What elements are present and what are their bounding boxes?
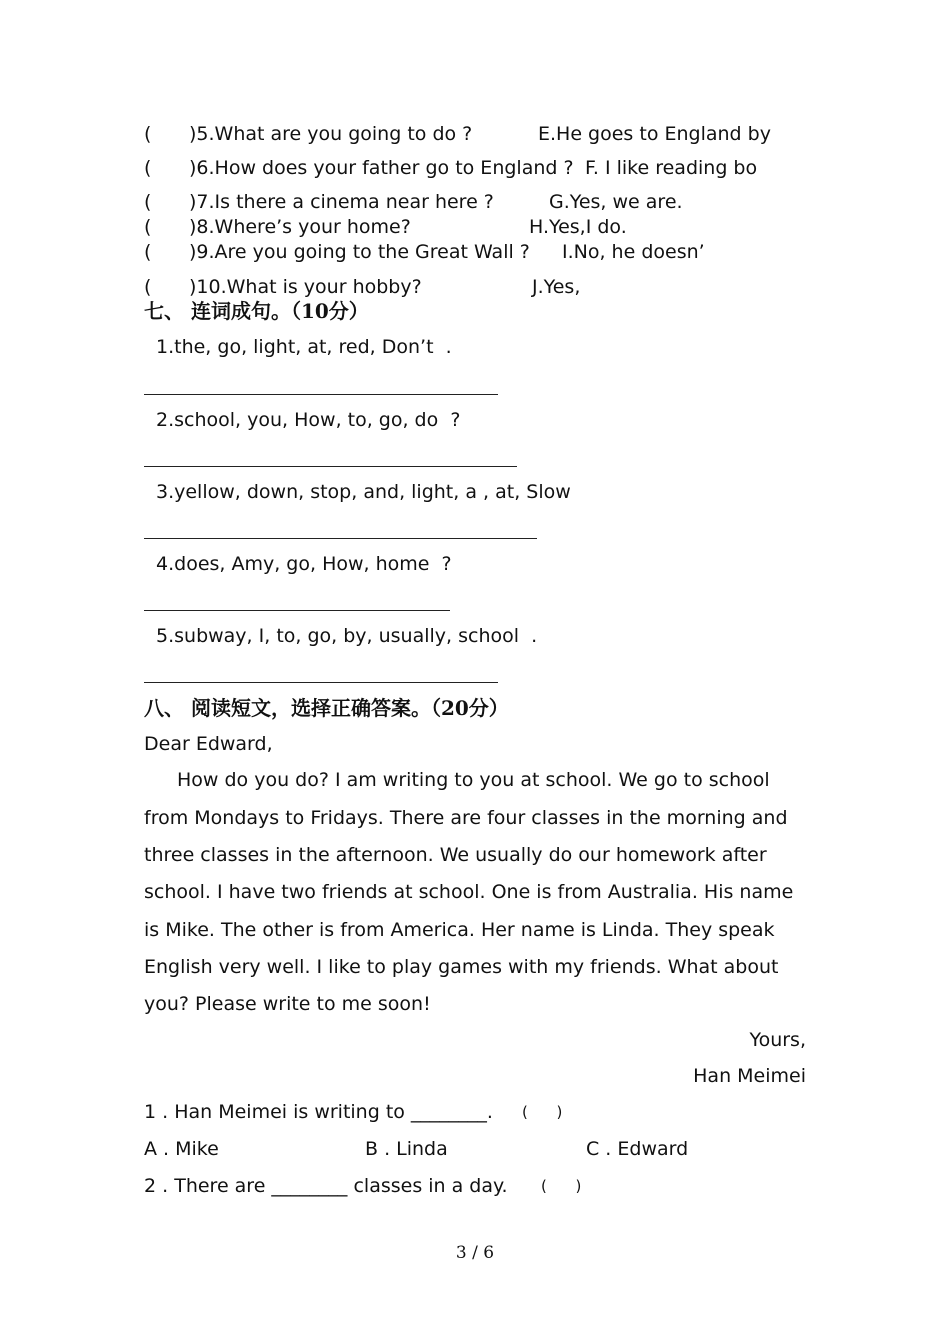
letter-salutation: Dear Edward,: [144, 733, 273, 755]
answer-bracket[interactable]: ( ): [541, 1177, 582, 1195]
letter-line: three classes in the afternoon. We usually do our homework after: [144, 844, 767, 866]
letter-line: from Mondays to Fridays. There are four classes in the morning and: [144, 807, 788, 829]
option-b: B . Linda: [365, 1138, 448, 1160]
answer-line[interactable]: [144, 466, 517, 467]
match-answer: F. I like reading bo: [585, 157, 758, 179]
section8-title: 八、 阅读短文，选择正确答案。（20分）: [144, 696, 509, 720]
match-answer: J.Yes,: [532, 276, 581, 298]
letter-line: English very well. I like to play games with my friends. What about: [144, 956, 779, 978]
question-text: 1 . Han Meimei is writing to ________.: [144, 1101, 493, 1123]
match-answer: H.Yes,I do.: [529, 216, 627, 238]
match-question: )7.Is there a cinema near here ?: [189, 191, 494, 213]
letter-line: school. I have two friends at school. One is from Australia. His name: [144, 881, 794, 903]
match-question: )6.How does your father go to England ?: [189, 157, 574, 179]
match-paren: (: [144, 157, 152, 179]
match-paren: (: [144, 191, 152, 213]
sentence-item: 2.school, you, How, to, go, do ?: [156, 409, 461, 431]
question-text: 2 . There are ________ classes in a day.: [144, 1175, 508, 1197]
answer-line[interactable]: [144, 538, 537, 539]
letter-line: is Mike. The other is from America. Her name is Linda. They speak: [144, 919, 775, 941]
match-question: )8.Where’s your home?: [189, 216, 411, 238]
match-paren: (: [144, 241, 152, 263]
sentence-item: 4.does, Amy, go, How, home ?: [156, 553, 452, 575]
option-c: C . Edward: [586, 1138, 689, 1160]
letter-signature: Han Meimei: [693, 1065, 806, 1087]
match-answer: G.Yes, we are.: [549, 191, 683, 213]
match-answer: E.He goes to England by: [538, 123, 771, 145]
sentence-item: 1.the, go, light, at, red, Don’t .: [156, 336, 452, 358]
sentence-item: 5.subway, I, to, go, by, usually, school .: [156, 625, 538, 647]
match-answer: I.No, he doesn’: [562, 241, 705, 263]
match-paren: (: [144, 123, 152, 145]
answer-line[interactable]: [144, 394, 498, 395]
match-question: )10.What is your hobby?: [189, 276, 422, 298]
option-a: A . Mike: [144, 1138, 219, 1160]
answer-bracket[interactable]: ( ): [522, 1103, 563, 1121]
match-question: )9.Are you going to the Great Wall ?: [189, 241, 530, 263]
letter-line: you? Please write to me soon!: [144, 993, 431, 1015]
page-number: 3 / 6: [455, 1243, 495, 1263]
match-question: )5.What are you going to do ?: [189, 123, 473, 145]
sentence-item: 3.yellow, down, stop, and, light, a , at, Slow: [156, 481, 571, 503]
section7-title: 七、 连词成句。（10分）: [144, 299, 369, 323]
match-paren: (: [144, 216, 152, 238]
letter-closing: Yours,: [749, 1029, 806, 1051]
answer-line[interactable]: [144, 682, 498, 683]
letter-line: How do you do? I am writing to you at school. We go to school: [177, 769, 770, 791]
answer-line[interactable]: [144, 610, 450, 611]
match-paren: (: [144, 276, 152, 298]
